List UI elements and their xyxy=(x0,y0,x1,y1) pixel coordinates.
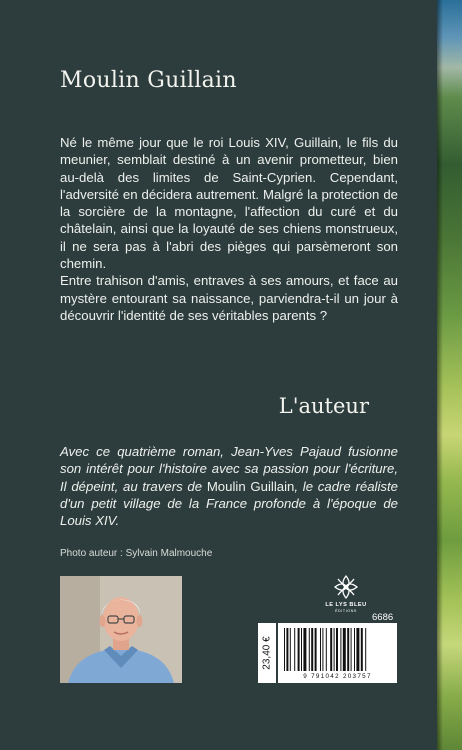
price: 23,40 € xyxy=(261,636,273,670)
author-bio-text: , le cadre réaliste d'un petit village de la France profonde à l'époque de Louis XIV. xyxy=(60,478,398,529)
barcode-digits: 9 791042 203757 xyxy=(303,673,372,680)
author-heading: L'auteur xyxy=(278,394,369,418)
synopsis-paragraph: Né le même jour que le roi Louis XIV, Guillain, le fils du meunier, semblait destiné à un avenir prometteur, bien au-delà des limites de Saint-Cyprien. Cependant, l'adversité en décidera autrement. Malgré la protection de la sorcière de la montagne, l'affection du curé et du châtelain, ainsi que la loyauté de ses chiens monstrueux, il ne sera pas à l'abri des pièges qui parsèmeront son chemin. xyxy=(60,135,398,272)
author-portrait xyxy=(60,576,182,683)
price-label xyxy=(258,623,276,683)
author-bio-book-title: Moulin Guillain xyxy=(206,478,295,494)
photo-credit: Photo auteur : Sylvain Malmouche xyxy=(60,548,213,559)
barcode-bars xyxy=(284,628,391,671)
synopsis xyxy=(60,134,398,324)
author-bio xyxy=(60,443,398,529)
publisher-name: LE LYS BLEU xyxy=(325,602,367,608)
author-portrait-illustration xyxy=(60,576,182,683)
synopsis-paragraph: Entre trahison d'amis, entraves à ses amours, et face au mystère entourant sa naissance, parviendra-t-il un jour à découvrir l'identité de ses véritables parents ? xyxy=(60,273,398,323)
front-cover-edge xyxy=(437,0,462,750)
publisher-logo xyxy=(323,574,369,613)
author-bio-text: Avec ce quatrième roman, Jean-Yves Pajaud fusionne son intérêt pour l'histoire avec sa passion pour l'écriture, Il dépeint, au travers de xyxy=(60,444,398,494)
publisher-code: 6686 xyxy=(372,612,394,623)
barcode xyxy=(278,623,397,683)
book-title: Moulin Guillain xyxy=(60,68,237,93)
publisher-subtitle: ÉDITIONS xyxy=(335,609,357,613)
lily-icon xyxy=(333,574,359,600)
